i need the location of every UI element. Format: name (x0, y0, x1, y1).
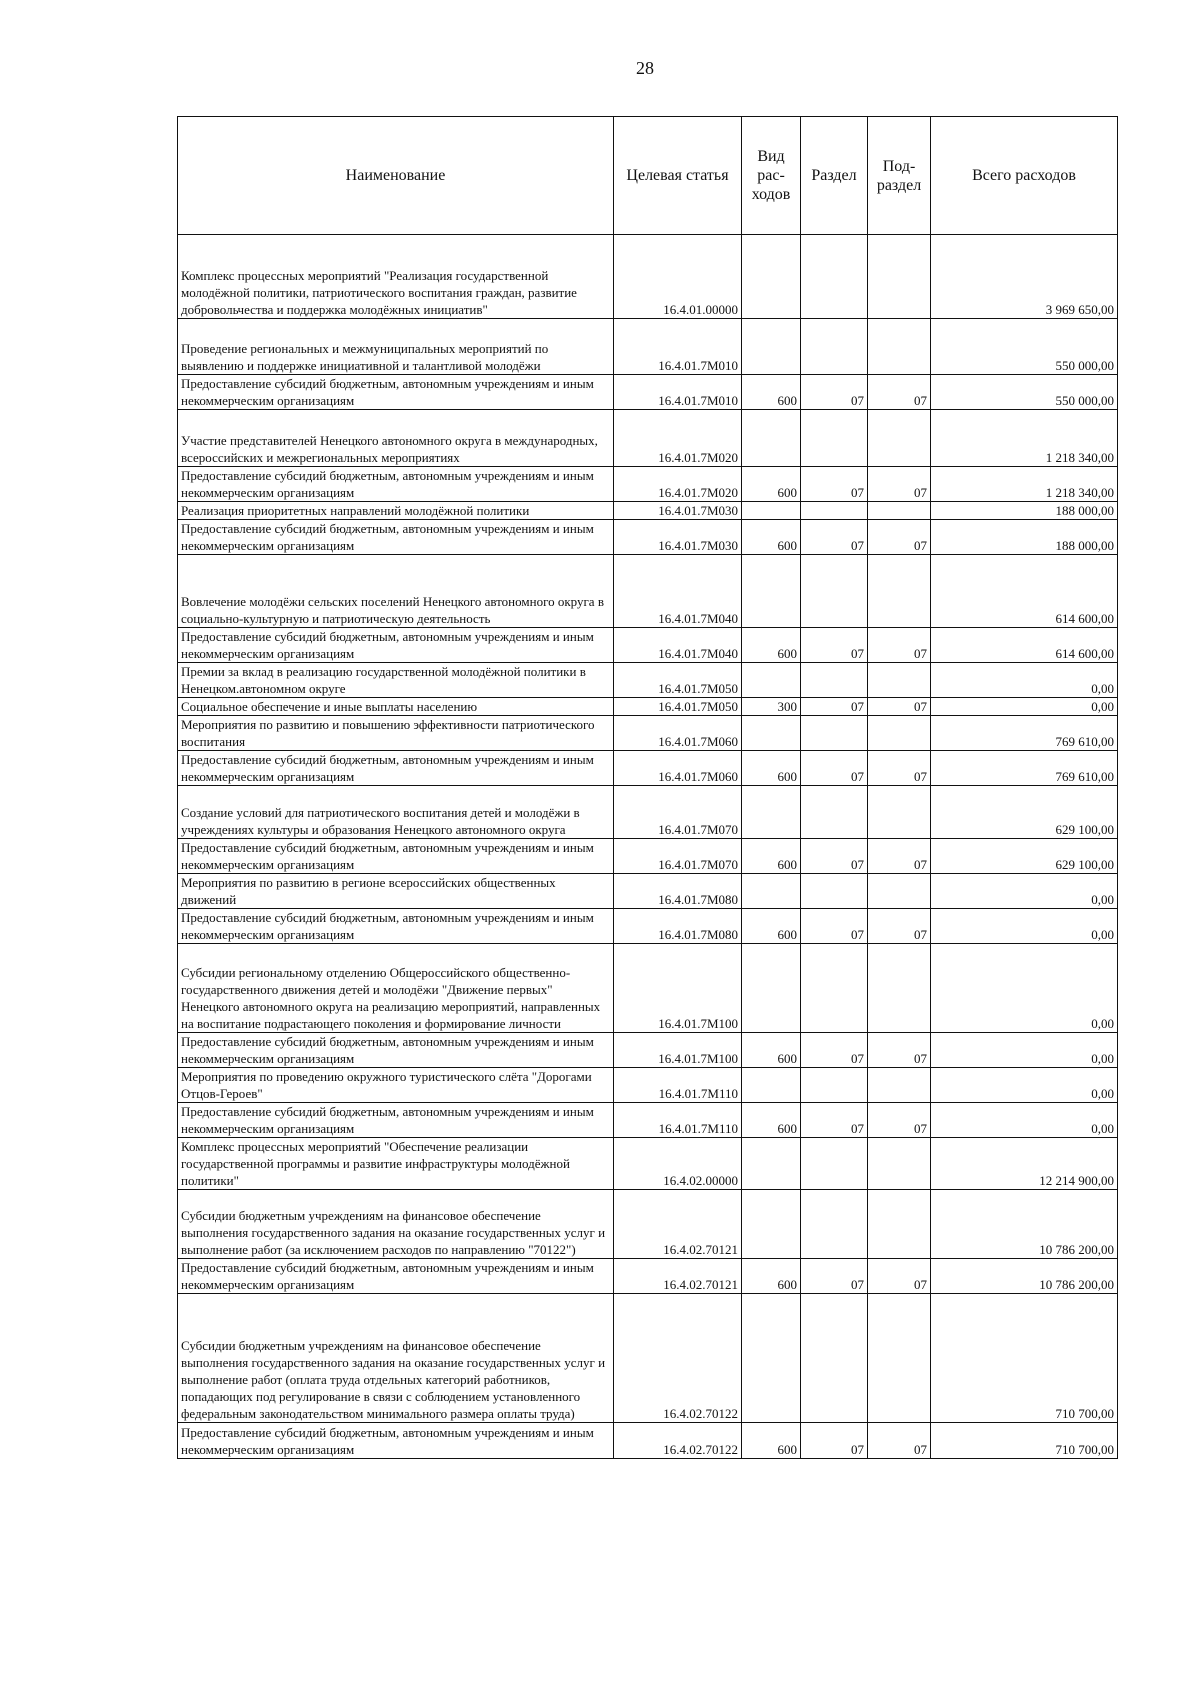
table-row (178, 1138, 1118, 1190)
cell-target-code: 16.4.02.70122 (614, 1294, 742, 1423)
header-total: Всего расходов (931, 117, 1118, 235)
table-row (178, 319, 1118, 375)
cell-total: 0,00 (931, 663, 1118, 698)
cell-subsection: 07 (868, 909, 931, 944)
cell-subsection: 07 (868, 1103, 931, 1138)
cell-section: 07 (801, 1033, 868, 1068)
cell-total: 614 600,00 (931, 628, 1118, 663)
cell-subsection (868, 1190, 931, 1259)
cell-target-code: 16.4.01.7М100 (614, 944, 742, 1033)
cell-name: Предоставление субсидий бюджетным, автономным учреждениям и иным некоммерческим организациям (178, 1259, 614, 1294)
cell-section (801, 1068, 868, 1103)
cell-subsection (868, 786, 931, 839)
cell-target-code: 16.4.01.7М020 (614, 467, 742, 502)
cell-section (801, 502, 868, 520)
budget-table (177, 116, 1118, 1459)
table-row (178, 751, 1118, 786)
cell-name: Мероприятия по проведению окружного туристического слёта "Дорогами Отцов-Героев" (178, 1068, 614, 1103)
cell-section: 07 (801, 1423, 868, 1459)
cell-total: 0,00 (931, 1068, 1118, 1103)
cell-subsection: 07 (868, 628, 931, 663)
cell-target-code: 16.4.01.7М030 (614, 520, 742, 555)
cell-name: Предоставление субсидий бюджетным, автономным учреждениям и иным некоммерческим организациям (178, 628, 614, 663)
cell-target-code: 16.4.01.7М020 (614, 410, 742, 467)
table-row (178, 1423, 1118, 1459)
cell-section: 07 (801, 628, 868, 663)
cell-name: Предоставление субсидий бюджетным, автономным учреждениям и иным некоммерческим организациям (178, 467, 614, 502)
cell-target-code: 16.4.02.70121 (614, 1190, 742, 1259)
cell-name: Предоставление субсидий бюджетным, автономным учреждениям и иным некоммерческим организациям (178, 1033, 614, 1068)
header-type: Вид рас-ходов (742, 117, 801, 235)
cell-subsection (868, 1138, 931, 1190)
cell-subsection (868, 1294, 931, 1423)
cell-expense-type: 600 (742, 1423, 801, 1459)
cell-section (801, 663, 868, 698)
cell-expense-type (742, 944, 801, 1033)
cell-section: 07 (801, 467, 868, 502)
cell-expense-type (742, 235, 801, 319)
cell-name: Мероприятия по развитию в регионе всероссийских общественных движений (178, 874, 614, 909)
cell-section (801, 1138, 868, 1190)
cell-total: 629 100,00 (931, 786, 1118, 839)
cell-target-code: 16.4.01.7М100 (614, 1033, 742, 1068)
cell-section: 07 (801, 1259, 868, 1294)
table-row (178, 1103, 1118, 1138)
cell-total: 0,00 (931, 909, 1118, 944)
table-row (178, 944, 1118, 1033)
cell-expense-type (742, 319, 801, 375)
cell-target-code: 16.4.01.7М080 (614, 909, 742, 944)
cell-total: 0,00 (931, 698, 1118, 716)
cell-target-code: 16.4.01.7М050 (614, 698, 742, 716)
table-row (178, 467, 1118, 502)
cell-name: Предоставление субсидий бюджетным, автономным учреждениям и иным некоммерческим организациям (178, 751, 614, 786)
cell-subsection (868, 1068, 931, 1103)
cell-expense-type (742, 502, 801, 520)
cell-expense-type: 600 (742, 1033, 801, 1068)
cell-total: 710 700,00 (931, 1294, 1118, 1423)
table-row (178, 698, 1118, 716)
cell-subsection: 07 (868, 751, 931, 786)
cell-expense-type (742, 716, 801, 751)
header-code: Целевая статья (614, 117, 742, 235)
cell-name: Комплекс процессных мероприятий "Обеспечение реализации государственной программы и развитие инфраструктуры молодёжной политики" (178, 1138, 614, 1190)
cell-name: Субсидии бюджетным учреждениям на финансовое обеспечение выполнения государственного задания на оказание государственных услуг и выполнение работ (оплата труда отдельных категорий работников, попадающих под регулирование в связи с соблюдением установленного федеральным законодательством минимального размера оплаты труда) (178, 1294, 614, 1423)
cell-name: Премии за вклад в реализацию государственной молодёжной политики в Ненецком.автономном округе (178, 663, 614, 698)
cell-total: 10 786 200,00 (931, 1259, 1118, 1294)
cell-expense-type (742, 663, 801, 698)
table-row (178, 502, 1118, 520)
cell-subsection: 07 (868, 375, 931, 410)
table-row (178, 1033, 1118, 1068)
table-row (178, 874, 1118, 909)
cell-subsection (868, 663, 931, 698)
cell-total: 769 610,00 (931, 716, 1118, 751)
cell-section: 07 (801, 698, 868, 716)
cell-expense-type (742, 410, 801, 467)
cell-name: Предоставление субсидий бюджетным, автономным учреждениям и иным некоммерческим организациям (178, 520, 614, 555)
cell-name: Социальное обеспечение и иные выплаты населению (178, 698, 614, 716)
cell-section (801, 786, 868, 839)
header-section: Раздел (801, 117, 868, 235)
cell-section: 07 (801, 1103, 868, 1138)
cell-target-code: 16.4.01.7М040 (614, 628, 742, 663)
cell-subsection: 07 (868, 467, 931, 502)
cell-total: 550 000,00 (931, 319, 1118, 375)
cell-expense-type (742, 874, 801, 909)
cell-name: Участие представителей Ненецкого автономного округа в международных, всероссийских и межрегиональных мероприятиях (178, 410, 614, 467)
cell-total: 12 214 900,00 (931, 1138, 1118, 1190)
cell-target-code: 16.4.01.7М010 (614, 375, 742, 410)
table-row (178, 839, 1118, 874)
cell-total: 0,00 (931, 1103, 1118, 1138)
table-row (178, 555, 1118, 628)
cell-target-code: 16.4.01.7М030 (614, 502, 742, 520)
cell-name: Проведение региональных и межмуниципальных мероприятий по выявлению и поддержке инициативной и талантливой молодёжи (178, 319, 614, 375)
cell-total: 1 218 340,00 (931, 410, 1118, 467)
cell-total: 0,00 (931, 1033, 1118, 1068)
cell-section: 07 (801, 751, 868, 786)
header-subsection: Под-раздел (868, 117, 931, 235)
table-row (178, 663, 1118, 698)
cell-expense-type: 600 (742, 467, 801, 502)
cell-section: 07 (801, 909, 868, 944)
cell-subsection: 07 (868, 839, 931, 874)
cell-target-code: 16.4.01.7М060 (614, 716, 742, 751)
cell-expense-type (742, 555, 801, 628)
cell-total: 629 100,00 (931, 839, 1118, 874)
cell-total: 3 969 650,00 (931, 235, 1118, 319)
cell-target-code: 16.4.01.7М010 (614, 319, 742, 375)
cell-name: Предоставление субсидий бюджетным, автономным учреждениям и иным некоммерческим организациям (178, 1423, 614, 1459)
cell-expense-type: 600 (742, 839, 801, 874)
cell-subsection (868, 874, 931, 909)
cell-subsection (868, 555, 931, 628)
cell-section: 07 (801, 375, 868, 410)
table-row (178, 1190, 1118, 1259)
cell-target-code: 16.4.02.70122 (614, 1423, 742, 1459)
cell-expense-type (742, 1068, 801, 1103)
cell-expense-type (742, 1294, 801, 1423)
cell-name: Создание условий для патриотического воспитания детей и молодёжи в учреждениях культуры и образования Ненецкого автономного округа (178, 786, 614, 839)
table-row (178, 520, 1118, 555)
cell-target-code: 16.4.01.7М050 (614, 663, 742, 698)
table-row (178, 410, 1118, 467)
table-row (178, 1259, 1118, 1294)
cell-total: 188 000,00 (931, 502, 1118, 520)
cell-expense-type (742, 1138, 801, 1190)
cell-name: Вовлечение молодёжи сельских поселений Ненецкого автономного округа в социально-культурную и патриотическую деятельность (178, 555, 614, 628)
table-row (178, 909, 1118, 944)
cell-name: Предоставление субсидий бюджетным, автономным учреждениям и иным некоммерческим организациям (178, 375, 614, 410)
cell-section (801, 716, 868, 751)
cell-subsection (868, 319, 931, 375)
cell-total: 550 000,00 (931, 375, 1118, 410)
cell-expense-type: 600 (742, 751, 801, 786)
cell-target-code: 16.4.01.7М070 (614, 839, 742, 874)
cell-target-code: 16.4.02.00000 (614, 1138, 742, 1190)
table-row (178, 628, 1118, 663)
cell-subsection (868, 502, 931, 520)
cell-section: 07 (801, 520, 868, 555)
page-number: 28 (636, 58, 654, 78)
cell-name: Субсидии региональному отделению Общероссийского общественно-государственного движения детей и молодёжи "Движение первых" Ненецкого автономного округа на реализацию мероприятий, направленных на воспитание подрастающего поколения и формирование личности (178, 944, 614, 1033)
cell-target-code: 16.4.01.7М060 (614, 751, 742, 786)
cell-target-code: 16.4.01.7М080 (614, 874, 742, 909)
cell-total: 1 218 340,00 (931, 467, 1118, 502)
cell-expense-type: 600 (742, 909, 801, 944)
table-row (178, 235, 1118, 319)
cell-subsection (868, 944, 931, 1033)
cell-total: 10 786 200,00 (931, 1190, 1118, 1259)
cell-target-code: 16.4.01.7М110 (614, 1068, 742, 1103)
cell-name: Предоставление субсидий бюджетным, автономным учреждениям и иным некоммерческим организациям (178, 839, 614, 874)
cell-subsection (868, 410, 931, 467)
cell-subsection: 07 (868, 698, 931, 716)
cell-section (801, 410, 868, 467)
header-name: Наименование (178, 117, 614, 235)
cell-expense-type: 600 (742, 1103, 801, 1138)
cell-total: 769 610,00 (931, 751, 1118, 786)
cell-name: Комплекс процессных мероприятий "Реализация государственной молодёжной политики, патриотического воспитания граждан, развитие добровольчества и поддержка молодёжных инициатив" (178, 235, 614, 319)
cell-target-code: 16.4.01.00000 (614, 235, 742, 319)
cell-total: 0,00 (931, 874, 1118, 909)
cell-name: Реализация приоритетных направлений молодёжной политики (178, 502, 614, 520)
table-header-row (178, 117, 1118, 235)
table-row (178, 786, 1118, 839)
cell-subsection: 07 (868, 1033, 931, 1068)
cell-expense-type (742, 786, 801, 839)
cell-expense-type: 300 (742, 698, 801, 716)
cell-name: Субсидии бюджетным учреждениям на финансовое обеспечение выполнения государственного задания на оказание государственных услуг и выполнение работ (за исключением расходов по направлению "70122") (178, 1190, 614, 1259)
cell-total: 614 600,00 (931, 555, 1118, 628)
cell-name: Предоставление субсидий бюджетным, автономным учреждениям и иным некоммерческим организациям (178, 1103, 614, 1138)
cell-expense-type: 600 (742, 520, 801, 555)
cell-section (801, 1190, 868, 1259)
cell-expense-type (742, 1190, 801, 1259)
cell-target-code: 16.4.01.7М040 (614, 555, 742, 628)
cell-target-code: 16.4.01.7М110 (614, 1103, 742, 1138)
cell-subsection (868, 716, 931, 751)
cell-name: Мероприятия по развитию и повышению эффективности патриотического воспитания (178, 716, 614, 751)
cell-section (801, 319, 868, 375)
table-row (178, 716, 1118, 751)
cell-section: 07 (801, 839, 868, 874)
table-row (178, 1068, 1118, 1103)
cell-total: 188 000,00 (931, 520, 1118, 555)
cell-section (801, 874, 868, 909)
cell-target-code: 16.4.02.70121 (614, 1259, 742, 1294)
cell-section (801, 555, 868, 628)
table-row (178, 375, 1118, 410)
cell-subsection: 07 (868, 1259, 931, 1294)
table-row (178, 1294, 1118, 1423)
cell-target-code: 16.4.01.7М070 (614, 786, 742, 839)
cell-total: 0,00 (931, 944, 1118, 1033)
cell-expense-type: 600 (742, 375, 801, 410)
cell-section (801, 235, 868, 319)
cell-section (801, 1294, 868, 1423)
cell-expense-type: 600 (742, 1259, 801, 1294)
cell-subsection (868, 235, 931, 319)
table-body (178, 235, 1118, 1459)
cell-subsection: 07 (868, 520, 931, 555)
cell-expense-type: 600 (742, 628, 801, 663)
cell-subsection: 07 (868, 1423, 931, 1459)
cell-section (801, 944, 868, 1033)
cell-name: Предоставление субсидий бюджетным, автономным учреждениям и иным некоммерческим организациям (178, 909, 614, 944)
cell-total: 710 700,00 (931, 1423, 1118, 1459)
